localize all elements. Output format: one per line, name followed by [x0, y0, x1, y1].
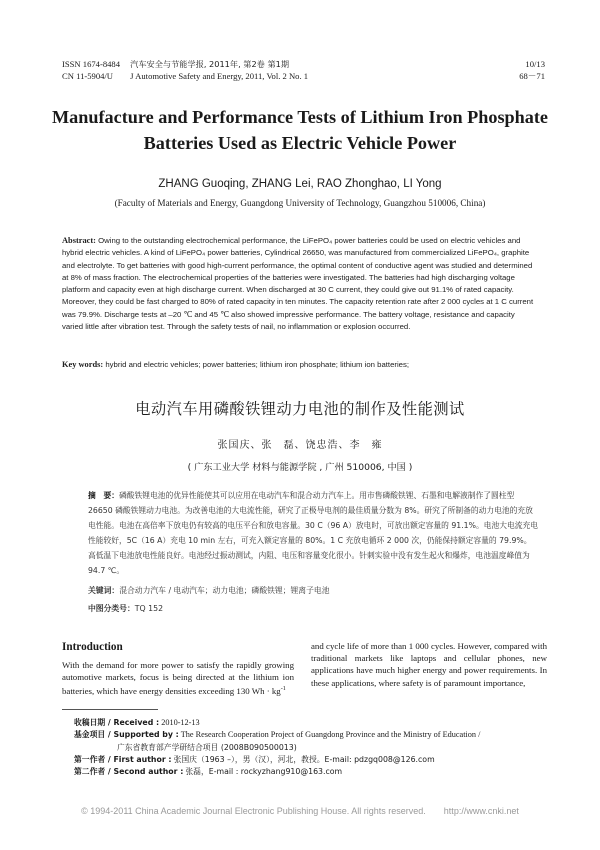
journal-header-right	[519, 58, 545, 82]
footnote-received	[74, 717, 550, 729]
supported-line2: 广东省教育部产学研结合项目 (2008B090500013)	[117, 742, 297, 752]
footnote-divider	[62, 709, 158, 710]
affiliation-en: (Faculty of Materials and Energy, Guangdong University of Technology, Guangzhou 510006, China)	[114, 198, 486, 208]
footnote-second-author	[74, 766, 550, 778]
second-author-value: 张磊，E-mail : rockyzhang910@163.com	[185, 767, 343, 777]
copyright-notice: © 1994-2011 China Academic Journal Electronic Publishing House. All rights reserved. http://www.cnki.net	[81, 806, 519, 816]
introduction-heading: Introduction	[62, 641, 123, 653]
abstract-cn	[88, 488, 538, 578]
authors-en: ZHANG Guoqing, ZHANG Lei, RAO Zhonghao, LI Yong	[158, 178, 442, 190]
abstract-cn-label: 摘 要：	[88, 491, 120, 500]
keywords-label: Key words:	[62, 360, 104, 369]
article-title	[40, 104, 560, 156]
footnote-first-author	[74, 754, 550, 766]
authors-cn: 张国庆、张 磊、饶忠浩、李 雍	[217, 440, 383, 451]
abstract-text: Owing to the outstanding electrochemical performance, the LiFePO₄ power batteries could be used on electric vehicles and hybrid electric vehicles. A kind of LiFePO₄ power batteries, Cylindrical 26650, was manufactured from commercialized LiFePO₄, graphite and electrolyte. To get batteries with good high-current performance, the optimal content of conductive agent was studied and determined at 8% of mass fraction. The electrochemical properties of the batteries were investigated. The batteries had high discharging voltage platform and capacity even at high discharge current. When discharged at 30 C current, they could give out 91.1% of rated capacity. Moreover, they could be fast charged to 80% of rated capacity in ten minutes. The capacity retention rate after 2 000 cycles at 1 C current was 79.9%. Discharge tests at –20 ℃ and 45 ℃ also showed impressive performance. The battery voltage, resistance and capacity varied little after vibration test. Through the safety tests of nail, no inflammation or explosion occurred.	[62, 236, 534, 332]
article-title-line1: Manufacture and Performance Tests of Lithium Iron Phosphate	[52, 107, 548, 127]
abstract-en	[62, 235, 538, 333]
introduction-left-column	[62, 659, 294, 698]
introduction-left-text: With the demand for more power to satisfy the rapidly growing automotive markets, focus is being directed at the lithium ion batteries, which have energy densities exceeding 130 Wh · kg	[62, 660, 294, 697]
abstract-label: Abstract:	[62, 236, 96, 245]
footnote-supported	[74, 729, 550, 741]
issn: ISSN 1674-8484	[62, 59, 121, 69]
footnotes	[74, 717, 550, 778]
classification-cn	[88, 603, 163, 614]
journal-title-cn: 汽车安全与节能学报, 2011年, 第2卷 第1期	[130, 59, 290, 69]
received-label: 收稿日期 / Received :	[74, 718, 160, 727]
supported-line1: The Research Cooperation Project of Guangdong Province and the Ministry of Education /	[180, 730, 481, 740]
journal-header-left	[62, 58, 308, 82]
journal-title-en: J Automotive Safety and Energy, 2011, Vol. 2 No. 1	[130, 71, 309, 81]
first-author-label: 第一作者 / First author :	[74, 754, 172, 764]
abstract-cn-text: 磷酸铁锂电池的优异性能使其可以应用在电动汽车和混合动力汽车上。用市售磷酸铁锂、石墨和电解液制作了圆柱型 26650 磷酸铁锂动力电池。为改善电池的大电流性能，研究了正极导电剂的最佳质量分数为 8%。研究了所制备的动力电池的充放电性能。电池在高倍率下放电仍有较高的电压平台和放电容量。30 C（96 A）放电时，可放出额定容量的 91.1%。电池大电流充电性能较好，5C（16 A）充电 10 min 左右，可充入额定容量的 80%。1 C 充放电循环 2 000 次，仍能保持额定容量的 79.9%。高低温下电池放电性能良好。电池经过振动测试，内阻、电压和容量变化很小。针刺实验中没有发生起火和爆炸，电池温度峰值为 94.7 ℃。	[88, 491, 538, 575]
title-cn: 电动汽车用磷酸铁锂动力电池的制作及性能测试	[135, 400, 465, 418]
page-range: 68－71	[519, 71, 545, 81]
classification-label: 中图分类号：	[88, 604, 135, 613]
classification-value: TQ 152	[134, 604, 164, 613]
cn-code: CN 11-5904/U	[62, 71, 114, 81]
second-author-label: 第二作者 / Second author :	[74, 767, 184, 777]
first-author-value: 张国庆（1963 –），男（汉），河北，教授。E-mail: pdzgq008@126.com	[173, 754, 435, 764]
keywords-cn-text: 混合动力汽车 / 电动汽车；动力电池；磷酸铁锂；锂离子电池	[119, 586, 330, 595]
keywords-en	[62, 359, 538, 371]
introduction-right-column: and cycle life of more than 1 000 cycles. However, compared with traditional markets like laptops and cellular phones, new applications have much higher energy and power requirements. In these applications, where safety is of paramount importance,	[311, 641, 547, 688]
affiliation-cn: ( 广东工业大学 材料与能源学院 , 广州 510006, 中国 )	[187, 462, 413, 473]
keywords-cn-label: 关键词：	[88, 586, 120, 595]
unit-superscript: -1	[280, 685, 286, 693]
received-value: 2010-12-13	[161, 718, 200, 727]
article-number: 10/13	[525, 59, 545, 69]
keywords-cn	[88, 585, 538, 596]
article-title-line2: Batteries Used as Electric Vehicle Power	[143, 133, 457, 153]
keywords-text: hybrid and electric vehicles; power batteries; lithium iron phosphate; lithium ion batteries;	[105, 360, 410, 369]
supported-label: 基金项目 / Supported by :	[74, 730, 179, 740]
